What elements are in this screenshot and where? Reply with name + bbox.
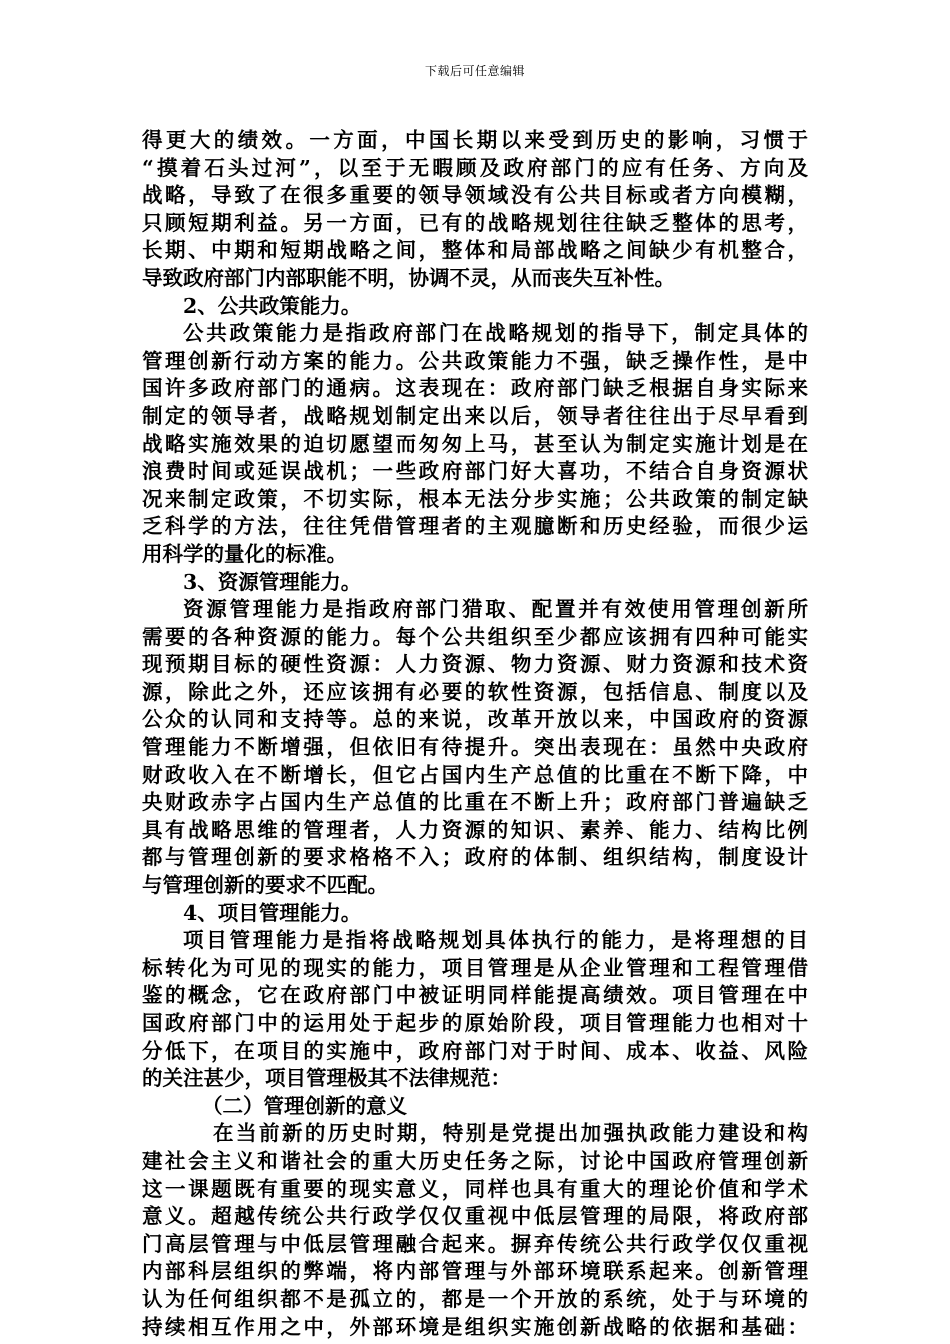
- text-line: 鉴的概念，它在政府部门中被证明同样能提高绩效。项目管理在中: [142, 983, 808, 1008]
- text-line: 公共政策能力是指政府部门在战略规划的指导下，制定具体的: [183, 321, 808, 346]
- text-line: 现预期目标的硬性资源：人力资源、物力资源、财力资源和技术资: [142, 652, 808, 677]
- text-line: 导致政府部门内部职能不明，协调不灵，从而丧失互补性。: [142, 265, 675, 290]
- section-heading-2: 2、公共政策能力。: [183, 293, 362, 318]
- text-line: 战略实施效果的迫切愿望而匆匆上马，甚至认为制定实施计划是在: [142, 431, 808, 456]
- text-line: 认为任何组织都不是孤立的，都是一个开放的系统，处于与环境的: [142, 1286, 808, 1311]
- text-line: 标转化为可见的现实的能力，项目管理是从企业管理和工程管理借: [142, 955, 808, 980]
- text-line: 项目管理能力是指将战略规划具体执行的能力，是将理想的目: [183, 928, 808, 953]
- text-line: 国政府部门中的运用处于起步的原始阶段，项目管理能力也相对十: [142, 1011, 808, 1035]
- text-line: 内部科层组织的弊端，将内部管理与外部环境联系起来。创新管理: [142, 1259, 808, 1284]
- text-line: 用科学的量化的标准。: [142, 541, 347, 566]
- text-line: 建社会主义和谐社会的重大历史任务之际，讨论中国政府管理创新: [142, 1148, 808, 1173]
- section-heading-4: 4、项目管理能力。: [183, 900, 362, 925]
- text-line: 管理创新行动方案的能力。公共政策能力不强，缺乏操作性，是中: [142, 348, 808, 373]
- text-line: 分低下，在项目的实施中，政府部门对于时间、成本、收益、风险: [142, 1038, 808, 1063]
- text-line: 这一课题既有重要的现实意义，同样也具有重大的理论价值和学术: [142, 1176, 808, 1201]
- text-line: 战略，导致了在很多重要的领导领域没有公共目标或者方向模糊，: [142, 183, 808, 208]
- text-line: “摸着石头过河”，以至于无暇顾及政府部门的应有任务、方向及: [142, 155, 808, 180]
- text-line: 乏科学的方法，往往凭借管理者的主观臆断和历史经验，而很少运: [142, 514, 808, 539]
- text-line: 财政收入在不断增长，但它占国内生产总值的比重在不断下降，中: [142, 762, 808, 787]
- text-line: 况来制定政策，不切实际，根本无法分步实施；公共政策的制定缺: [142, 486, 808, 511]
- text-line: 与管理创新的要求不匹配。: [142, 873, 388, 898]
- text-line: 门高层管理与中低层管理融合起来。摒弃传统公共行政学仅仅重视: [142, 1231, 808, 1256]
- text-line: 公众的认同和支持等。总的来说，改革开放以来，中国政府的资源: [142, 707, 808, 732]
- text-line: 都与管理创新的要求格格不入；政府的体制、组织结构，制度设计: [142, 845, 808, 870]
- section-heading-significance: （二）管理创新的意义: [202, 1093, 407, 1118]
- text-line: 管理能力不断增强，但依旧有待提升。突出表现在：虽然中央政府: [142, 735, 808, 760]
- text-line: 需要的各种资源的能力。每个公共组织至少都应该拥有四种可能实: [142, 624, 808, 649]
- text-line: 制定的领导者，战略规划制定出来以后，领导者往往出于尽早看到: [142, 403, 808, 428]
- text-line: 只顾短期利益。另一方面，已有的战略规划往往缺乏整体的思考，: [142, 210, 808, 235]
- text-line: 意义。超越传统公共行政学仅仅重视中低层管理的局限，将政府部: [142, 1204, 808, 1229]
- text-line: 源，除此之外，还应该拥有必要的软性资源，包括信息、制度以及: [142, 679, 808, 704]
- text-line: 的关注甚少，项目管理极其不法律规范：: [142, 1066, 511, 1091]
- text-line: 得更大的绩效。一方面，中国长期以来受到历史的影响，习惯于: [142, 128, 808, 152]
- page-header: 下载后可任意编辑: [424, 64, 525, 78]
- text-line: 国许多政府部门的通病。这表现在：政府部门缺乏根据自身实际来: [142, 376, 808, 401]
- text-line: 浪费时间或延误战机；一些政府部门好大喜功，不结合自身资源状: [142, 459, 808, 484]
- text-line: 资源管理能力是指政府部门猎取、配置并有效使用管理创新所: [183, 597, 808, 622]
- document-body: [142, 127, 808, 1341]
- text-line: 持续相互作用之中，外部环境是组织实施创新战略的依据和基础：: [142, 1314, 808, 1339]
- text-line: 央财政赤字占国内生产总值的比重在不断上升；政府部门普遍缺乏: [142, 790, 808, 815]
- section-heading-3: 3、资源管理能力。: [183, 569, 362, 594]
- text-line: 在当前新的历史时期，特别是党提出加强执政能力建设和构: [213, 1121, 808, 1146]
- text-line: 长期、中期和短期战略之间，整体和局部战略之间缺少有机整合，: [142, 238, 808, 263]
- text-line: 具有战略思维的管理者，人力资源的知识、素养、能力、结构比例: [142, 817, 808, 842]
